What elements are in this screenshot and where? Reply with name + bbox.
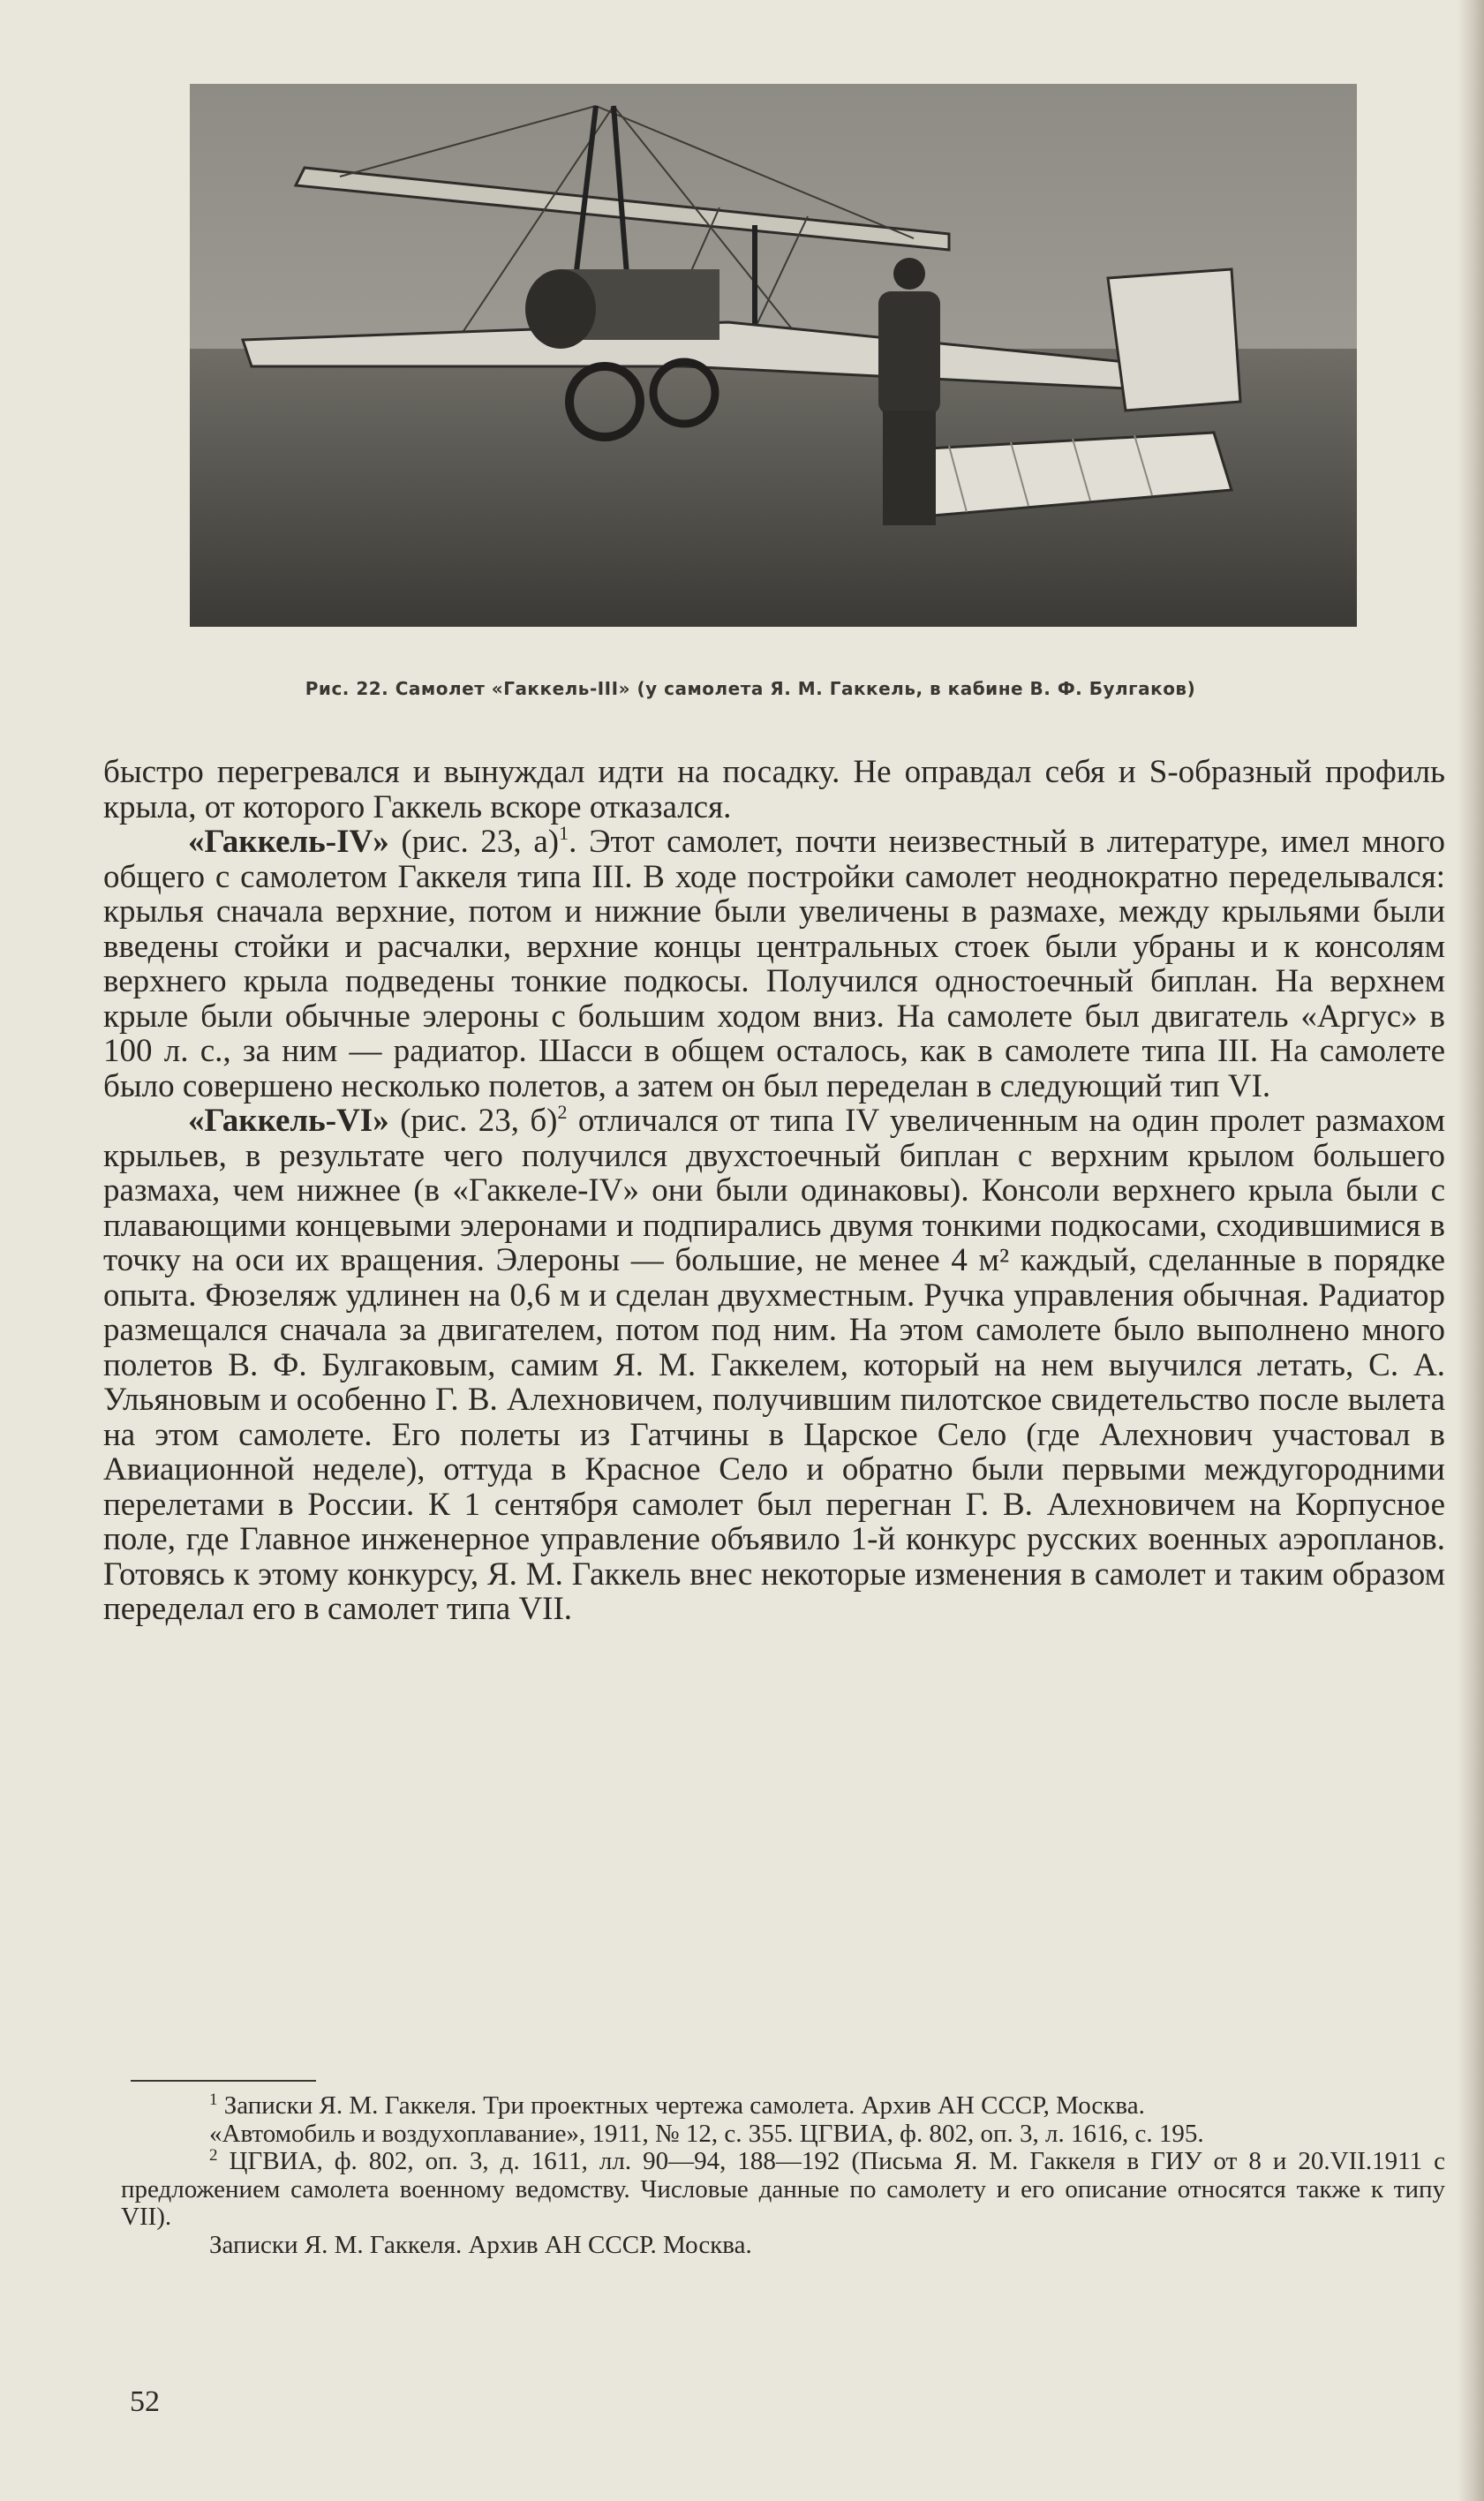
footnote-ref-1: 1 xyxy=(559,822,569,844)
page-edge xyxy=(1458,0,1484,2501)
paragraph-3-text: отличался от типа IV увеличенным на один пролет размахом крыльев, в результате чего получился двухстоечный биплан с верхним крылом большего размаха, чем нижнее (в «Гаккеле-IV» они были одинаковы). Консоли верхнего крыла были с плавающими концевыми элеронами и подпирались двумя тонкими подкосами, сходившимися в точку на оси их вращения. Элероны — большие, не менее 4 м² каждый, сделанные в порядке опыта. Фюзеляж удлинен на 0,6 м и сделан двухместным. Ручка управления обычная. Радиатор размещался сначала за двигателем, потом под ним. На этом самолете было выполнено много полетов В. Ф. Булгаковым, самим Я. М. Гаккелем, который на нем выучился летать, С. А. Ульяновым и особенно Г. В. Алехновичем, получившим пилотское свидетельство после вылета на этом самолете. Его полеты из Гатчины в Царское Село (где Алехнович участовал в Авиационной неделе), оттуда в Красное Село и обратно были первыми междугородними перелетами в России. К 1 сентября самолет был перегнан Г. В. Алехновичем на Корпусное поле, где Главное инженерное управление объявило 1-й конкурс русских военных аэропланов. Готовясь к этому конкурсу, Я. М. Гаккель внес некоторые изменения в самолет и таким образом переделал его в самолет типа VII. xyxy=(103,1103,1446,1627)
aircraft-photo xyxy=(190,84,1357,627)
figure-caption: Рис. 22. Самолет «Гаккель-III» (у самолета Я. М. Гаккель, в кабине В. Ф. Булгаков) xyxy=(305,678,1196,699)
figure-ref-23a: (рис. 23, а) xyxy=(401,824,560,860)
figure-ref-23b: (рис. 23, б) xyxy=(400,1103,558,1139)
main-text xyxy=(103,755,1445,1627)
paragraph-3 xyxy=(103,1101,1446,1627)
heading-gakkel-vi: «Гаккель-VI» xyxy=(188,1103,389,1139)
footnote-rule xyxy=(131,2080,316,2082)
footnote-1-mark: 1 xyxy=(209,2090,218,2109)
paragraph-2 xyxy=(103,822,1445,1104)
footnote-2 xyxy=(121,2148,1445,2232)
paragraph-1: быстро перегревался и вынуждал идти на посадку. Не оправдал себя и S-образный профиль крыла, от которого Гаккель вскоре отказался. xyxy=(103,754,1445,825)
footnote-2-text: ЦГВИА, ф. 802, оп. 3, д. 1611, лл. 90—94, 188—192 (Письма Я. М. Гаккеля в ГИУ от 8 и 20.VII.1911 с предложением самолета военному ведомству. Числовые данные по самолету и его описание относятся также к типу VII). xyxy=(121,2147,1445,2231)
heading-gakkel-iv: «Гаккель-IV» xyxy=(188,824,389,860)
footnote-1 xyxy=(121,2092,1445,2121)
footnote-1b: «Автомобиль и воздухоплавание», 1911, № 12, с. 355. ЦГВИА, ф. 802, оп. 3, л. 1616, с. 195. xyxy=(209,2119,1204,2148)
footnote-ref-2: 2 xyxy=(557,1101,568,1123)
footnotes xyxy=(121,2092,1445,2259)
footnote-2b: Записки Я. М. Гаккеля. Архив АН СССР. Москва. xyxy=(209,2230,752,2259)
footnote-2-mark: 2 xyxy=(209,2146,218,2165)
footnote-1-text: Записки Я. М. Гаккеля. Три проектных чертежа самолета. Архив АН СССР, Москва. xyxy=(223,2091,1145,2120)
page-number: 52 xyxy=(130,2385,160,2418)
paragraph-2-text: . Этот самолет, почти неизвестный в литературе, имел много общего с самолетом Гаккеля типа III. В ходе постройки самолет неоднократно переделывался: крылья сначала верхние, потом и нижние были увеличены в размахе, между крыльями были введены стойки и расчалки, верхние концы центральных стоек были убраны и к консолям верхнего крыла подведены тонкие подкосы. Получился одностоечный биплан. На верхнем крыле были обычные элероны с большим ходом вниз. На самолете был двигатель «Аргус» в 100 л. с., за ним — радиатор. Шасси в общем осталось, как в самолете типа III. На самолете было совершено несколько полетов, а затем он был переделан в следующий тип VI. xyxy=(103,824,1445,1104)
